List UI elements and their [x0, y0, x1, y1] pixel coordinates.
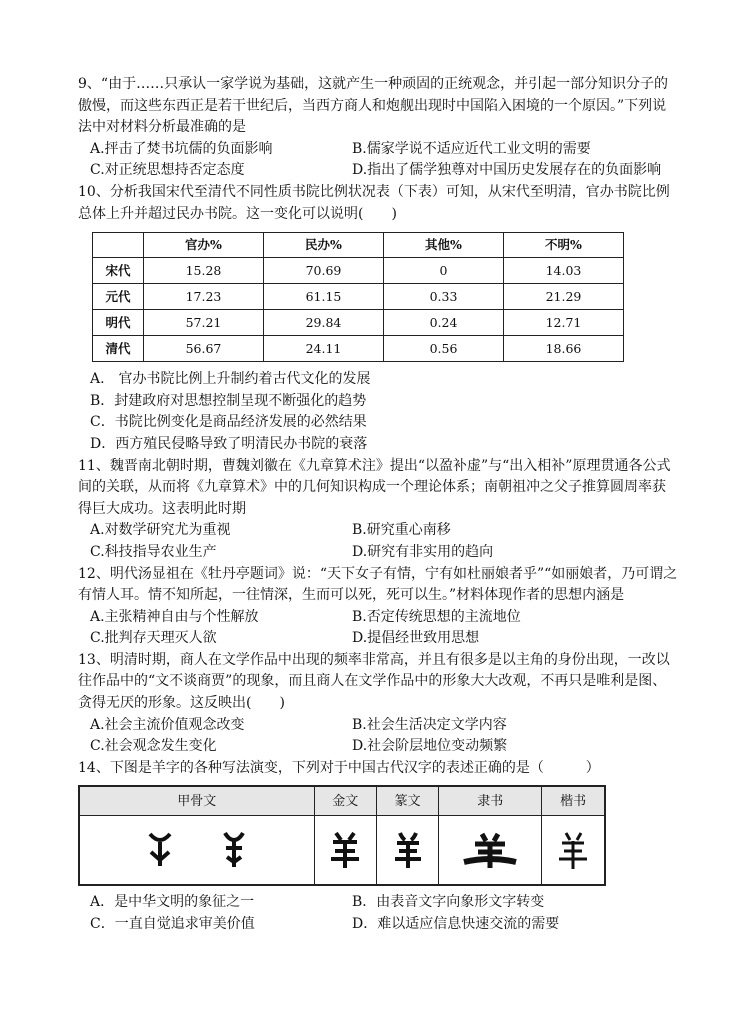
- q13-option-c[interactable]: C.社会观念发生变化: [90, 738, 217, 755]
- seal-script-glyph: [376, 816, 438, 886]
- q13-option-a[interactable]: A.社会主流价值观念改变: [90, 716, 245, 733]
- table-cell: 70.69: [264, 258, 384, 284]
- question-12-stem: 12、明代汤显祖在《牡丹亭题词》说：“天下女子有情，宁有如杜丽娘者乎”“如丽娘者，乃可谓之有情人耳。情不知所起，一往情深，生而可以死，死可以生。”材料体现作者的思想内涵是: [78, 565, 678, 604]
- script-label: 篆文: [376, 786, 438, 816]
- table-cell: 57.21: [144, 310, 264, 336]
- table-header-cell: 不明%: [504, 233, 624, 258]
- q9-option-a[interactable]: A.抨击了焚书坑儒的负面影响: [90, 140, 273, 157]
- table-row-label: 宋代: [93, 258, 144, 284]
- regular-sheep-icon: [556, 830, 590, 870]
- q9-option-c[interactable]: C.对正统思想持否定态度: [90, 162, 245, 179]
- table-cell: 61.15: [264, 284, 384, 310]
- q12-option-c[interactable]: C.批判存天理灭人欲: [90, 630, 217, 647]
- question-10-stem: 10、分析我国宋代至清代不同性质书院比例状况表（下表）可知，从宋代至明清，官办书院比例总体上升并超过民办书院。这一变化可以说明( ): [78, 183, 670, 222]
- table-row: [93, 258, 624, 284]
- oracle-bone-sheep-glyph-1: [147, 839, 185, 879]
- exam-page: [78, 74, 678, 936]
- q12-option-a[interactable]: A.主张精神自由与个性解放: [90, 608, 259, 625]
- table-cell: 0: [384, 258, 504, 284]
- table-cell: 21.29: [504, 284, 624, 310]
- question-12-options: [78, 607, 678, 650]
- table-row: [93, 336, 624, 362]
- question-9-stem: 9、“由于……只承认一家学说为基础，这就产生一种顽固的正统观念，并引起一部分知识分子的傲慢，而这些东西正是若干世纪后，当西方商人和炮舰出现时中国陷入困境的一个原因。”下列说法中对材料分析最准确的是: [78, 76, 669, 136]
- table-row-label: 元代: [93, 284, 144, 310]
- q14-option-c[interactable]: C．一直自觉追求审美价值: [90, 916, 255, 933]
- oracle-sheep-icon: [221, 830, 247, 870]
- seal-sheep-icon: [391, 830, 425, 870]
- table-header-row: [93, 233, 624, 258]
- script-label: 隶书: [439, 786, 542, 816]
- table-cell: 18.66: [504, 336, 624, 362]
- q9-option-d[interactable]: D.指出了儒学独尊对中国历史发展存在的负面影响: [352, 162, 662, 179]
- q11-option-a[interactable]: A.对数学研究尤为重视: [90, 522, 231, 539]
- table-row-label: 明代: [93, 310, 144, 336]
- q12-option-d[interactable]: D.提倡经世致用思想: [352, 630, 480, 647]
- sheep-character-evolution-figure: [78, 785, 606, 886]
- q11-option-d[interactable]: D.研究有非实用的趋向: [352, 543, 494, 560]
- table-cell: 0.56: [384, 336, 504, 362]
- table-header-cell: 其他%: [384, 233, 504, 258]
- q13-option-b[interactable]: B.社会生活决定文学内容: [352, 716, 507, 733]
- oracle-bone-sheep-glyph-2: [221, 839, 247, 879]
- q10-option-a[interactable]: A. 官办书院比例上升制约着古代文化的发展: [90, 371, 371, 388]
- q14-option-a[interactable]: A．是中华文明的象征之一: [90, 894, 255, 911]
- table-cell: 14.03: [504, 258, 624, 284]
- q10-option-b[interactable]: B．封建政府对思想控制呈现不断强化的趋势: [90, 392, 367, 409]
- table-row-label: 清代: [93, 336, 144, 362]
- table-header-cell: [93, 233, 144, 258]
- bronze-script-glyph: [314, 816, 376, 886]
- table-row: [93, 310, 624, 336]
- glyph-row: [79, 816, 605, 886]
- q11-option-c[interactable]: C.科技指导农业生产: [90, 543, 217, 560]
- clerical-sheep-icon: [461, 830, 519, 870]
- q11-option-b[interactable]: B.研究重心南移: [352, 522, 451, 539]
- academy-ratio-table: [92, 232, 624, 362]
- question-14-options: [78, 892, 678, 935]
- table-cell: 29.84: [264, 310, 384, 336]
- question-9-options: [78, 139, 678, 182]
- question-10-options: [78, 369, 678, 455]
- table-cell: 0.24: [384, 310, 504, 336]
- script-name-row: [79, 786, 605, 816]
- table-header-cell: 官办%: [144, 233, 264, 258]
- table-cell: 24.11: [264, 336, 384, 362]
- table-cell: 0.33: [384, 284, 504, 310]
- question-11-options: [78, 520, 678, 563]
- question-13-stem: 13、明清时期，商人在文学作品中出现的频率非常高，并且有很多是以主角的身份出现，一改以往作品中的“文不谈商贾”的现象，而且商人在文学作品中的形象大大改观，不再只是唯利是图、贪得无厌的形象。这反映出( ): [78, 651, 670, 712]
- question-14-stem: 14、下图是羊字的各种写法演变，下列对于中国古代汉字的表述正确的是（ ）: [78, 759, 600, 776]
- oracle-sheep-icon: [147, 830, 173, 870]
- question-11-stem: 11、魏晋南北朝时期，曹魏刘徽在《九章算术注》提出“以盈补虚”与“出入相补”原理贯通各公式间的关联，从而将《九章算术》中的几何知识构成一个理论体系；南朝祖冲之父子推算圆周率获得巨大成功。这表明此时期: [78, 457, 671, 517]
- bronze-sheep-icon: [328, 830, 362, 870]
- script-label: 金文: [314, 786, 376, 816]
- oracle-bone-glyph: [79, 816, 314, 886]
- q9-option-b[interactable]: B.儒家学说不适应近代工业文明的需要: [352, 140, 591, 157]
- table-row: [93, 284, 624, 310]
- q13-option-d[interactable]: D.社会阶层地位变动频繁: [352, 738, 508, 755]
- table-cell: 56.67: [144, 336, 264, 362]
- regular-script-glyph: [542, 816, 605, 886]
- script-label: 甲骨文: [79, 786, 314, 816]
- q10-option-d[interactable]: D．西方殖民侵略导致了明清民办书院的衰落: [90, 435, 368, 452]
- clerical-script-glyph: [439, 816, 542, 886]
- q12-option-b[interactable]: B.否定传统思想的主流地位: [352, 608, 521, 625]
- q10-option-c[interactable]: C．书院比例变化是商品经济发展的必然结果: [90, 414, 367, 431]
- q14-option-d[interactable]: D．难以适应信息快速交流的需要: [352, 916, 560, 933]
- table-cell: 12.71: [504, 310, 624, 336]
- question-13-options: [78, 715, 678, 758]
- table-header-cell: 民办%: [264, 233, 384, 258]
- script-label: 楷书: [542, 786, 605, 816]
- q14-option-b[interactable]: B．由表音文字向象形文字转变: [352, 894, 545, 911]
- table-cell: 15.28: [144, 258, 264, 284]
- table-cell: 17.23: [144, 284, 264, 310]
